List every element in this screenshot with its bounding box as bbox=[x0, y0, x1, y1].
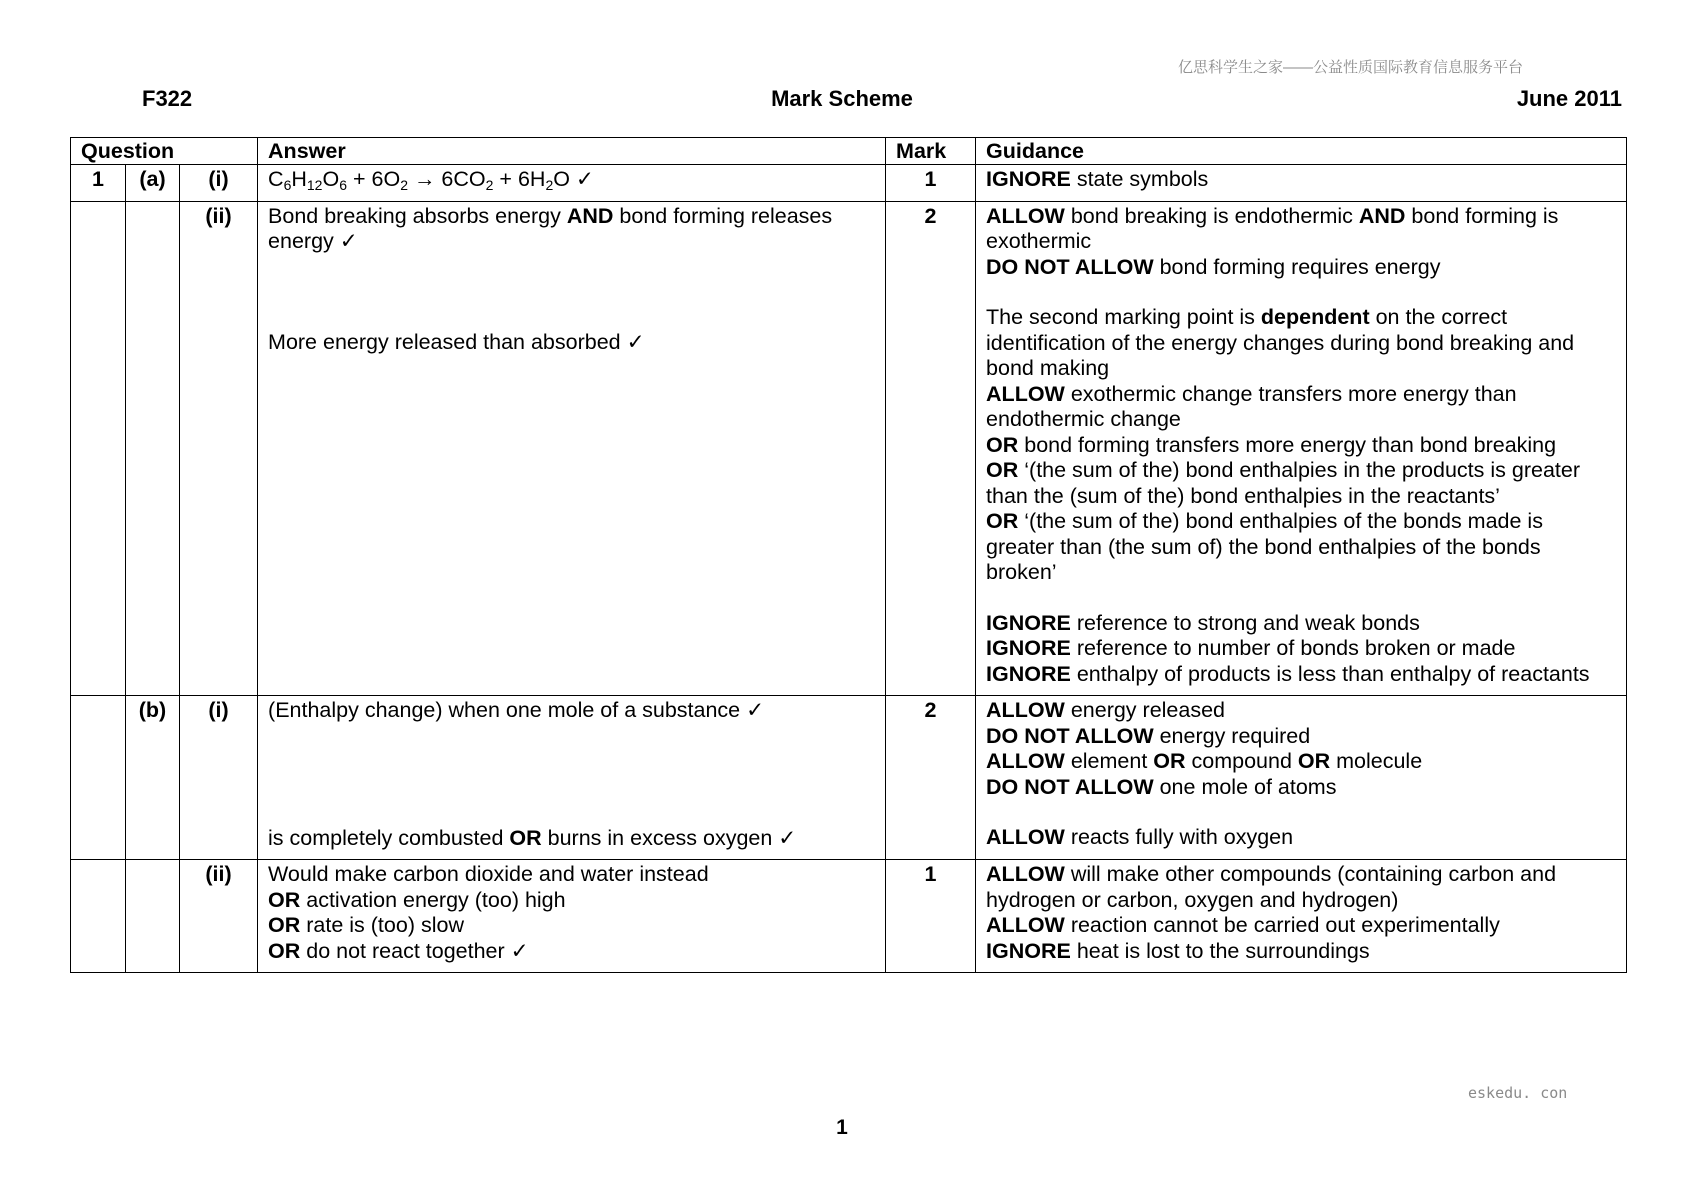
guidance-cell: ALLOW energy released DO NOT ALLOW energy required ALLOW element OR compound OR molecule DO NOT ALLOW one mole of atoms ALLOW reacts fully with oxygen bbox=[976, 696, 1627, 860]
watermark-top: 亿思科学生之家——公益性质国际教育信息服务平台 bbox=[1178, 59, 1524, 76]
question-subpart: (ii) bbox=[180, 201, 258, 696]
mark-cell: 1 bbox=[886, 860, 976, 973]
page-title: Mark Scheme bbox=[771, 86, 913, 111]
table-row bbox=[71, 201, 1627, 696]
header-question: Question bbox=[71, 138, 258, 165]
paper-code: F322 bbox=[142, 86, 193, 111]
answer-cell bbox=[258, 165, 886, 202]
answer-cell: Would make carbon dioxide and water instead OR activation energy (too) high OR rate is (too) slow OR do not react together ✓ bbox=[258, 860, 886, 973]
exam-date: June 2011 bbox=[1516, 86, 1622, 111]
guidance-cell: IGNORE state symbols bbox=[976, 165, 1627, 202]
mark-cell: 2 bbox=[886, 696, 976, 860]
header-mark: Mark bbox=[886, 138, 976, 165]
header-answer: Answer bbox=[258, 138, 886, 165]
mark-cell: 2 bbox=[886, 201, 976, 696]
table-header-row bbox=[71, 138, 1627, 165]
table-row bbox=[71, 696, 1627, 860]
header-guidance: Guidance bbox=[976, 138, 1627, 165]
guidance-cell: ALLOW bond breaking is endothermic AND bond forming is exothermic DO NOT ALLOW bond forming requires energy The second marking point is dependent on the correct identification of the energy changes during bond breaking and bond making ALLOW exothermic change transfers more energy than endothermic change OR bond forming transfers more energy than bond breaking OR ‘(the sum of the) bond enthalpies in the products is greater than the (sum of the) bond enthalpies in the reactants’ OR ‘(the sum of the) bond enthalpies of the bonds made is greater than (the sum of) the bond enthalpies of the bonds broken’ IGNORE reference to strong and weak bonds IGNORE reference to number of bonds broken or made IGNORE enthalpy of products is less than enthalpy of reactants bbox=[976, 201, 1627, 696]
table-row bbox=[71, 860, 1627, 973]
equation: $C_6H_{12}O_6 + 6O_2 \to 6CO_2 + 6H_2O$ ✓ bbox=[268, 167, 594, 193]
mark-cell: 1 bbox=[886, 165, 976, 202]
table-row bbox=[71, 165, 1627, 202]
question-part: (a) bbox=[126, 165, 180, 202]
answer-cell: (Enthalpy change) when one mole of a substance ✓ is completely combusted OR burns in excess oxygen ✓ bbox=[258, 696, 886, 860]
question-subpart: (i) bbox=[180, 696, 258, 860]
mark-scheme-table bbox=[70, 137, 1627, 973]
question-subpart: (i) bbox=[180, 165, 258, 202]
question-subpart: (ii) bbox=[180, 860, 258, 973]
question-part: (b) bbox=[126, 696, 180, 860]
question-number: 1 bbox=[71, 165, 126, 202]
page-number: 1 bbox=[836, 1116, 848, 1139]
guidance-cell: ALLOW will make other compounds (containing carbon and hydrogen or carbon, oxygen and hydrogen) ALLOW reaction cannot be carried out experimentally IGNORE heat is lost to the surroundings bbox=[976, 860, 1627, 973]
answer-cell: Bond breaking absorbs energy AND bond forming releases energy ✓ More energy released than absorbed ✓ bbox=[258, 201, 886, 696]
watermark-bottom: eskedu. con bbox=[1468, 1084, 1568, 1102]
